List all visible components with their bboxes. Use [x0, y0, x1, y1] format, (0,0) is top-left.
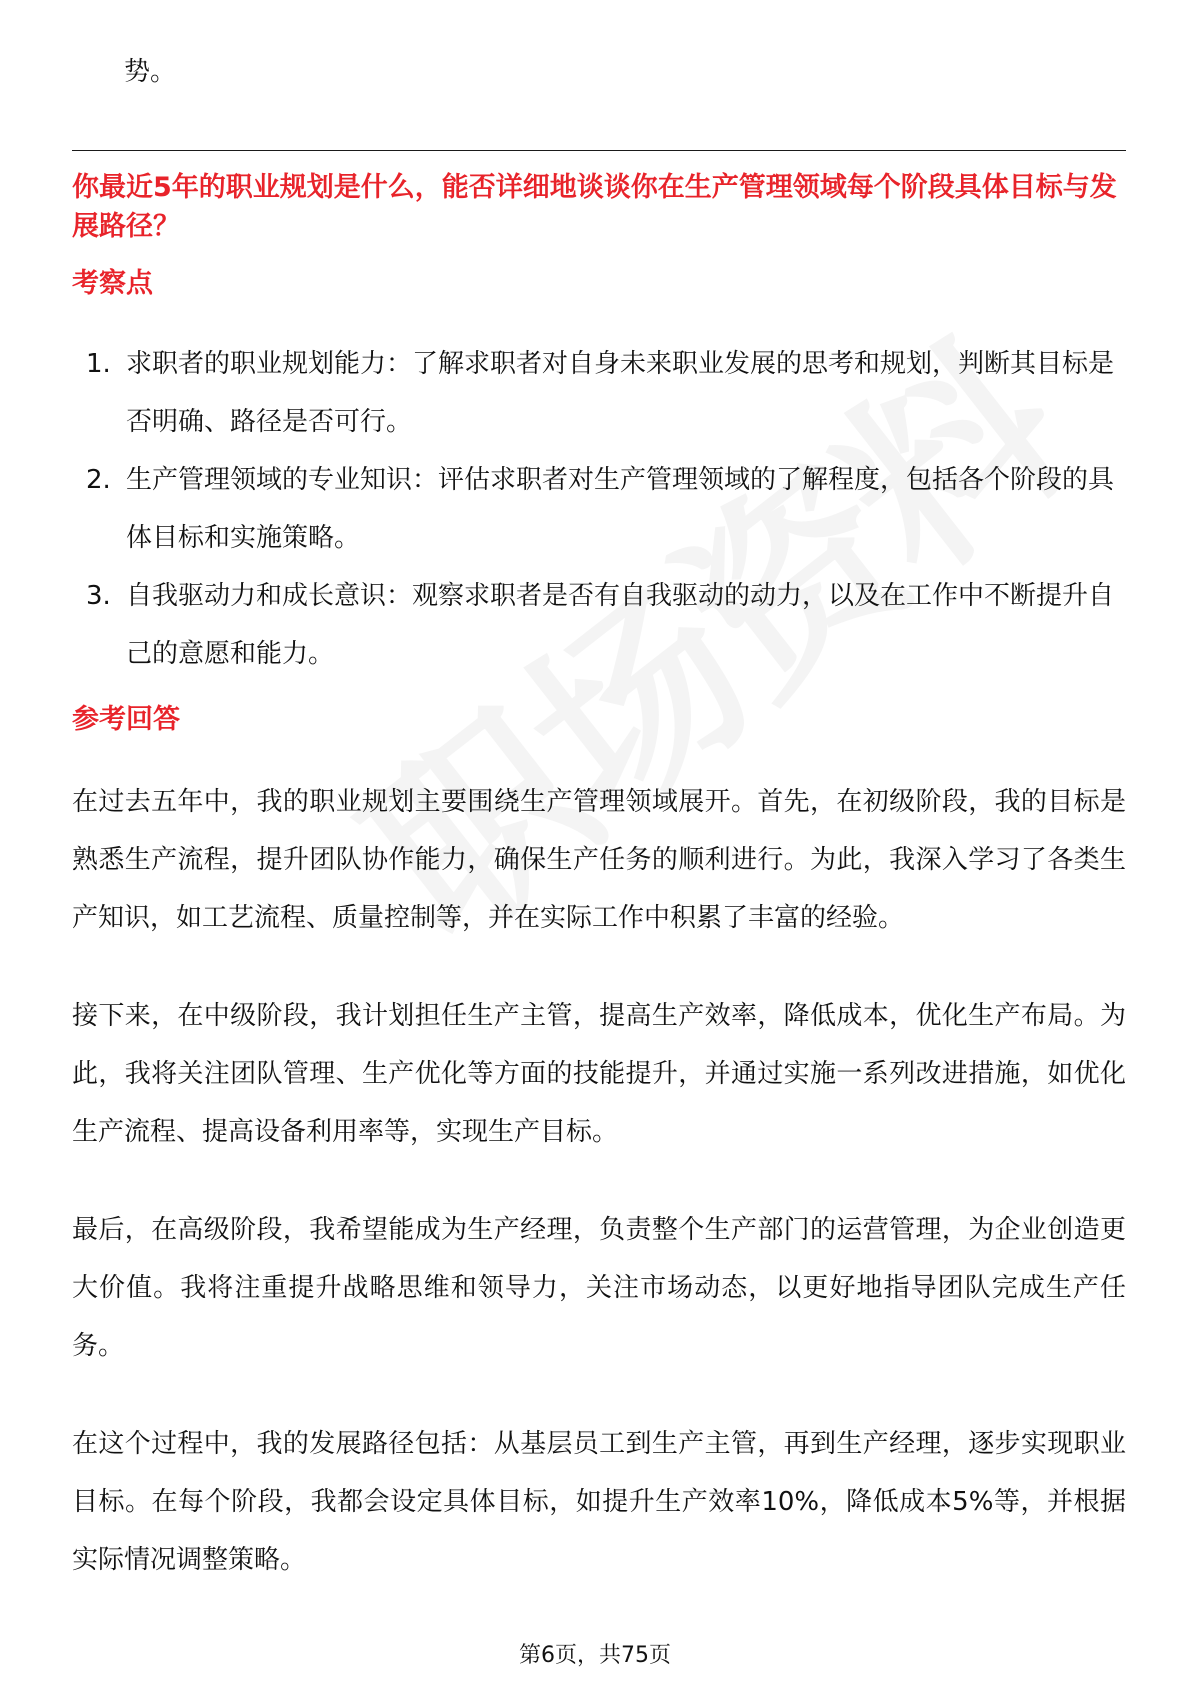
list-item-number: 1.: [86, 349, 111, 379]
answer-paragraph: 在过去五年中，我的职业规划主要围绕生产管理领域展开。首先，在初级阶段，我的目标是熟悉生产流程，提升团队协作能力，确保生产任务的顺利进行。为此，我深入学习了各类生产知识，如工艺流程、质量控制等，并在实际工作中积累了丰富的经验。: [72, 787, 1126, 933]
question-title: 你最近5年的职业规划是什么，能否详细地谈谈你在生产管理领域每个阶段具体目标与发展路径？: [72, 172, 1117, 242]
answer-paragraph: 接下来，在中级阶段，我计划担任生产主管，提高生产效率，降低成本，优化生产布局。为此，我将关注团队管理、生产优化等方面的技能提升，并通过实施一系列改进措施，如优化生产流程、提高设备利用率等，实现生产目标。: [72, 1001, 1126, 1147]
page-footer: 第6页，共75页: [519, 1643, 671, 1668]
answer-paragraph: 在这个过程中，我的发展路径包括：从基层员工到生产主管，再到生产经理，逐步实现职业目标。在每个阶段，我都会设定具体目标，如提升生产效率10%，降低成本5%等，并根据实际情况调整策略。: [72, 1429, 1126, 1575]
answer-body: [72, 773, 1126, 1629]
answer-paragraph: 最后，在高级阶段，我希望能成为生产经理，负责整个生产部门的运营管理，为企业创造更大价值。我将注重提升战略思维和领导力，关注市场动态，以更好地指导团队完成生产任务。: [72, 1215, 1126, 1361]
list-item-text: 自我驱动力和成长意识：观察求职者是否有自我驱动的动力，以及在工作中不断提升自己的意愿和能力。: [126, 581, 1115, 669]
list-item: [72, 567, 1126, 683]
list-item: [72, 335, 1126, 451]
list-item-text: 生产管理领域的专业知识：评估求职者对生产管理领域的了解程度，包括各个阶段的具体目标和实施策略。: [126, 465, 1115, 553]
continued-text: 势。: [124, 57, 177, 87]
list-item-number: 3.: [86, 581, 111, 611]
points-heading: 考察点: [72, 268, 153, 299]
list-item-text: 求职者的职业规划能力：了解求职者对自身未来职业发展的思考和规划，判断其目标是否明确、路径是否可行。: [126, 349, 1115, 437]
divider-line: [72, 150, 1126, 151]
points-list: [72, 335, 1126, 683]
answer-heading: 参考回答: [72, 704, 180, 735]
list-item: [72, 451, 1126, 567]
list-item-number: 2.: [86, 465, 111, 495]
